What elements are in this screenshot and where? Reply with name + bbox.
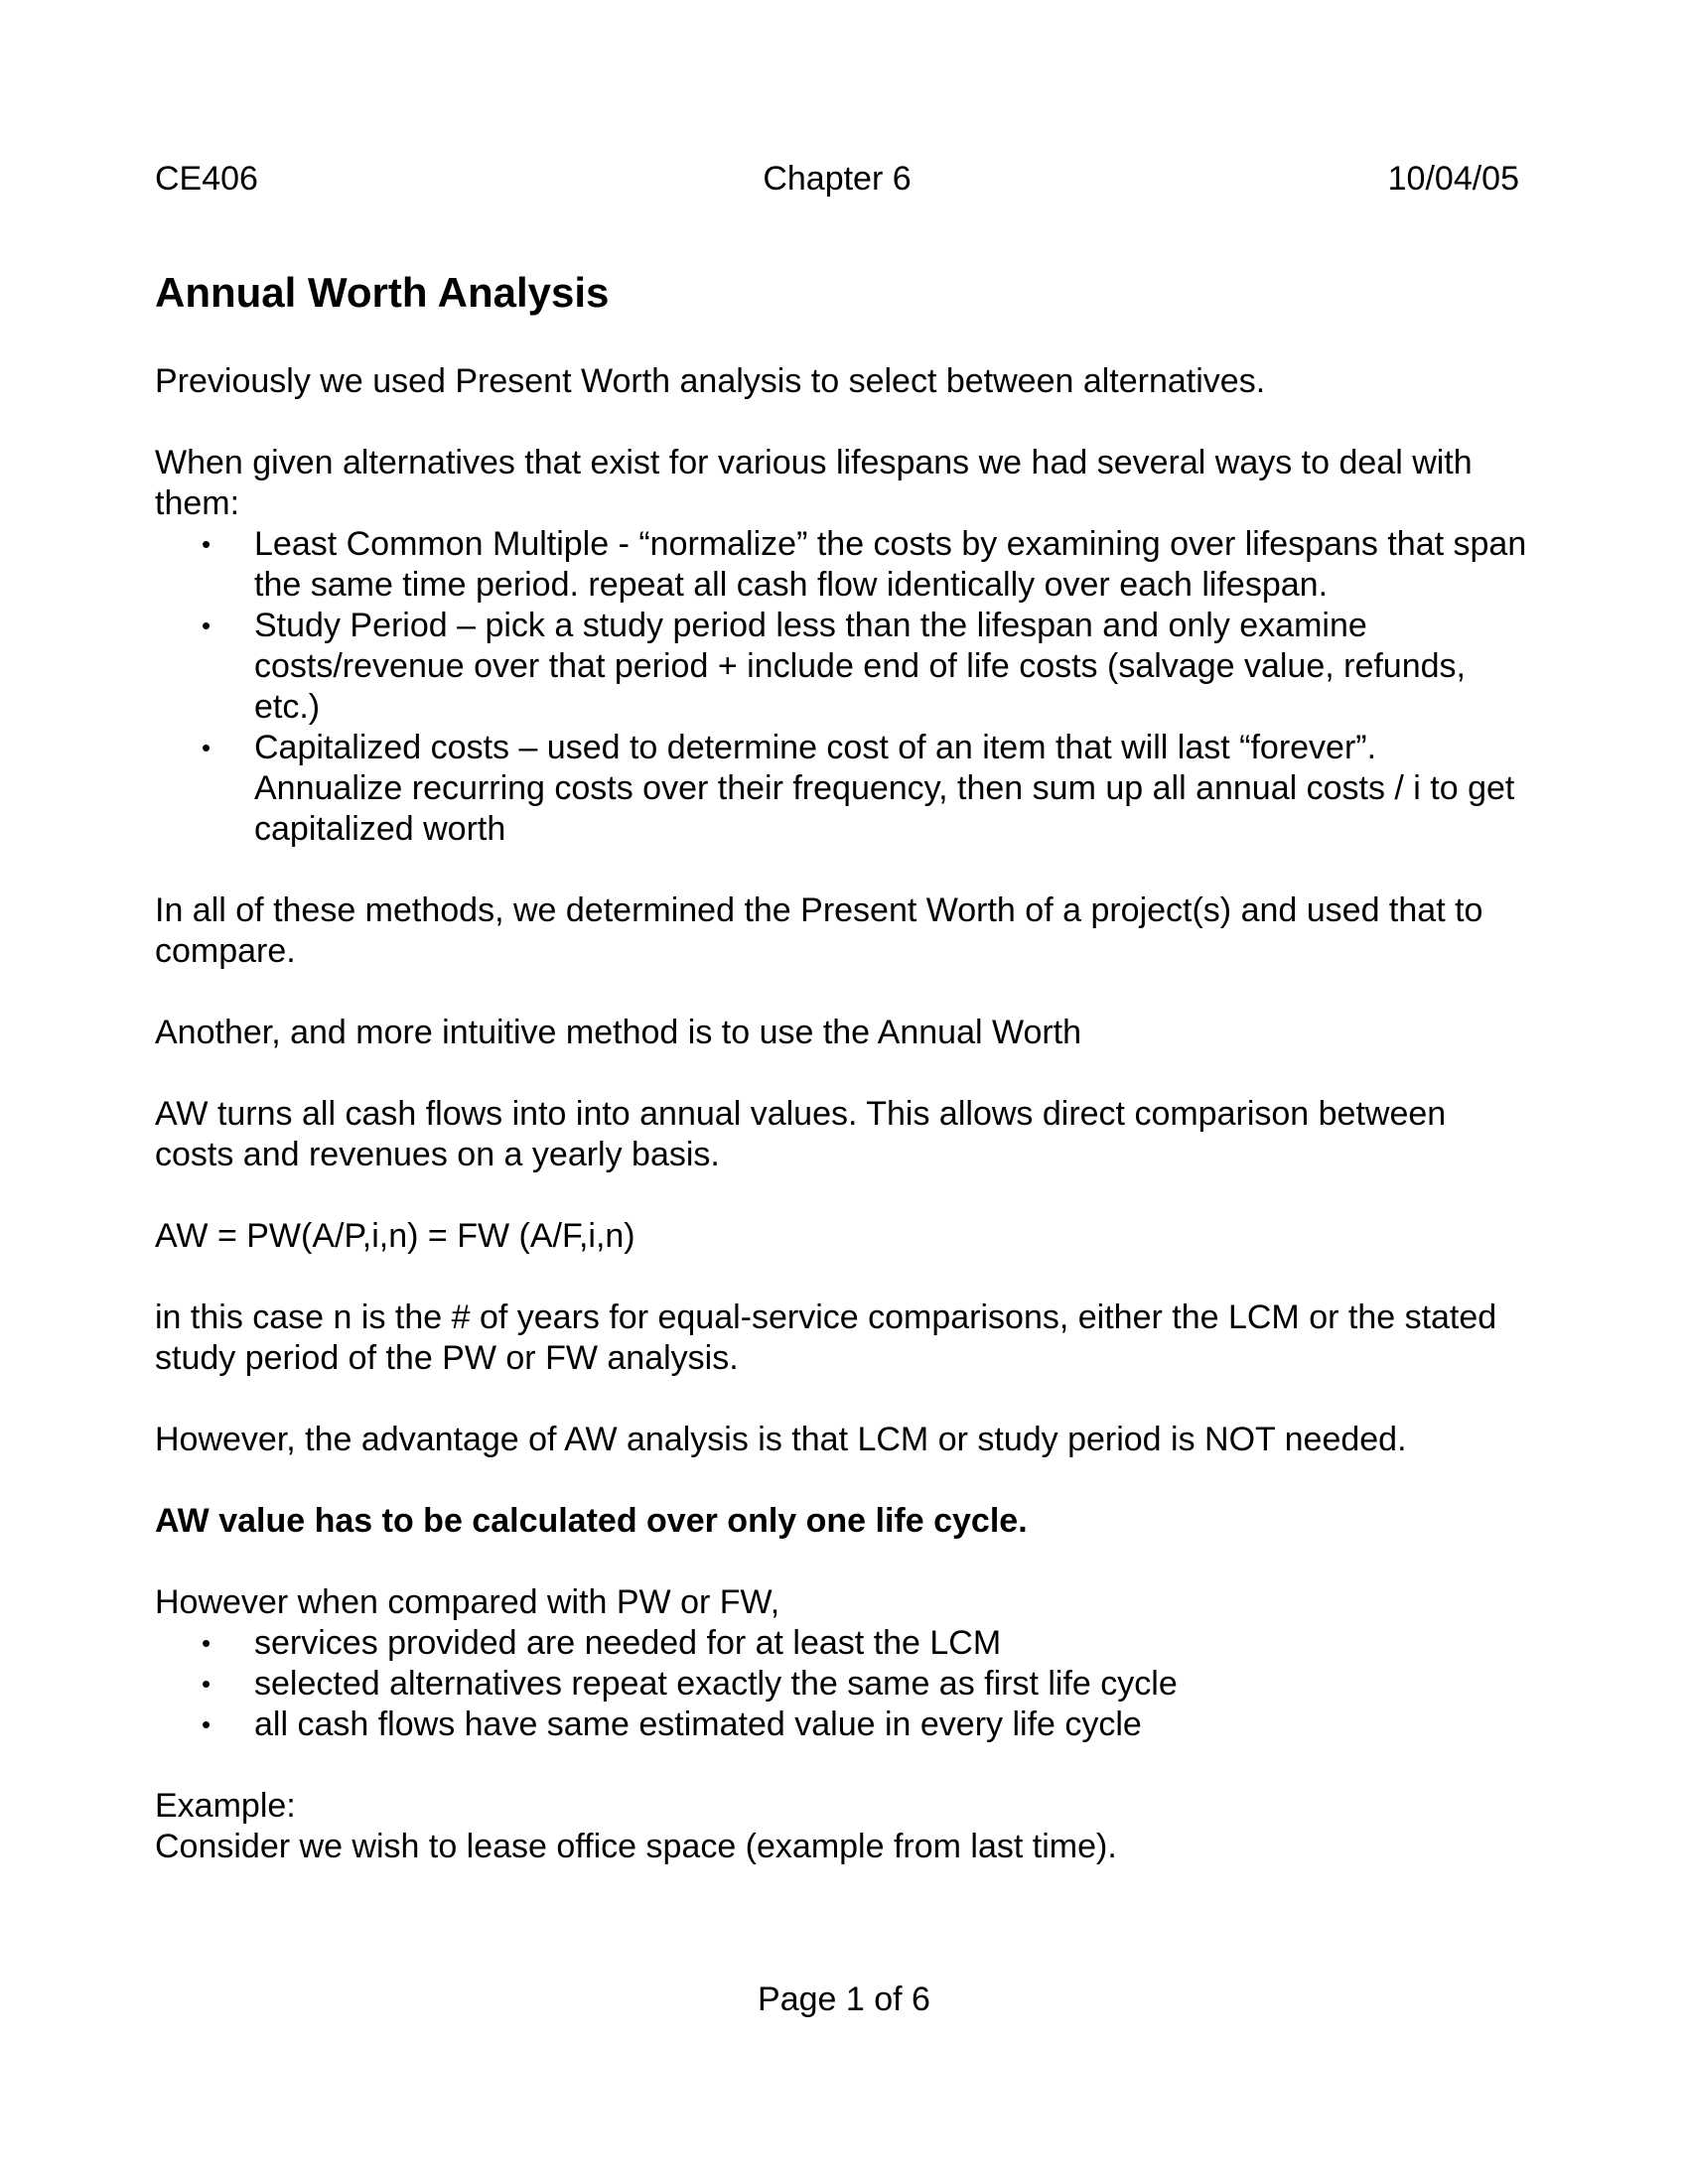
paragraph-lifespans: When given alternatives that exist for various lifespans we had several ways to deal with them: xyxy=(155,444,1473,522)
list-item xyxy=(155,728,1530,850)
list-item xyxy=(155,1623,1530,1664)
page-title: Annual Worth Analysis xyxy=(155,269,610,316)
paragraph-aw-description: AW turns all cash flows into into annual values. This allows direct comparison between costs and revenues on a yearly basis. xyxy=(155,1095,1447,1173)
list-item xyxy=(155,1705,1530,1745)
list-item xyxy=(155,524,1530,606)
page-number: Page 1 of 6 xyxy=(758,1980,930,2018)
list-item-text: all cash flows have same estimated value in every life cycle xyxy=(254,1706,1142,1743)
methods-list xyxy=(155,524,1530,850)
example-label: Example: xyxy=(155,1787,296,1825)
aw-formula: AW = PW(A/P,i,n) = FW (A/F,i,n) xyxy=(155,1217,635,1255)
chapter-label: Chapter 6 xyxy=(763,160,912,198)
list-item-text: Study Period – pick a study period less than the lifespan and only examine costs/revenue over that period + include end of life costs (salvage value, refunds, etc.) xyxy=(254,607,1466,726)
paragraph-advantage: However, the advantage of AW analysis is that LCM or study period is NOT needed. xyxy=(155,1421,1407,1458)
paragraph-methods-summary: In all of these methods, we determined the Present Worth of a project(s) and used that to compare. xyxy=(155,891,1483,970)
paragraph-comparison: However when compared with PW or FW, xyxy=(155,1583,780,1621)
document-body xyxy=(155,268,1530,1908)
bullet-icon: • xyxy=(202,1628,211,1658)
list-item-text: selected alternatives repeat exactly the same as first life cycle xyxy=(254,1665,1178,1703)
list-item-text: Capitalized costs – used to determine cost of an item that will last “forever”. Annualize recurring costs over their frequency, then sum up all annual costs / i to get capitalized worth xyxy=(254,729,1515,848)
bullet-icon: • xyxy=(202,529,211,559)
page-header xyxy=(155,157,1519,201)
paragraph-key-point: AW value has to be calculated over only one life cycle. xyxy=(155,1502,1028,1540)
list-item xyxy=(155,1664,1530,1705)
conditions-list xyxy=(155,1623,1530,1745)
list-item-text: Least Common Multiple - “normalize” the costs by examining over lifespans that span the same time period. repeat all cash flow identically over each lifespan. xyxy=(254,525,1527,604)
bullet-icon: • xyxy=(202,1669,211,1699)
header-date: 10/04/05 xyxy=(1387,160,1519,198)
list-item-text: services provided are needed for at least the LCM xyxy=(254,1624,1002,1662)
list-item xyxy=(155,606,1530,728)
bullet-icon: • xyxy=(202,611,211,640)
paragraph-n-explanation: in this case n is the # of years for equal-service comparisons, either the LCM or the stated study period of the PW or FW analysis. xyxy=(155,1298,1497,1377)
course-code: CE406 xyxy=(155,160,258,198)
paragraph-annual-worth: Another, and more intuitive method is to use the Annual Worth xyxy=(155,1014,1082,1051)
paragraph-intro: Previously we used Present Worth analysis to select between alternatives. xyxy=(155,362,1266,400)
example-text: Consider we wish to lease office space (example from last time). xyxy=(155,1828,1117,1865)
bullet-icon: • xyxy=(202,1709,211,1739)
bullet-icon: • xyxy=(202,733,211,762)
